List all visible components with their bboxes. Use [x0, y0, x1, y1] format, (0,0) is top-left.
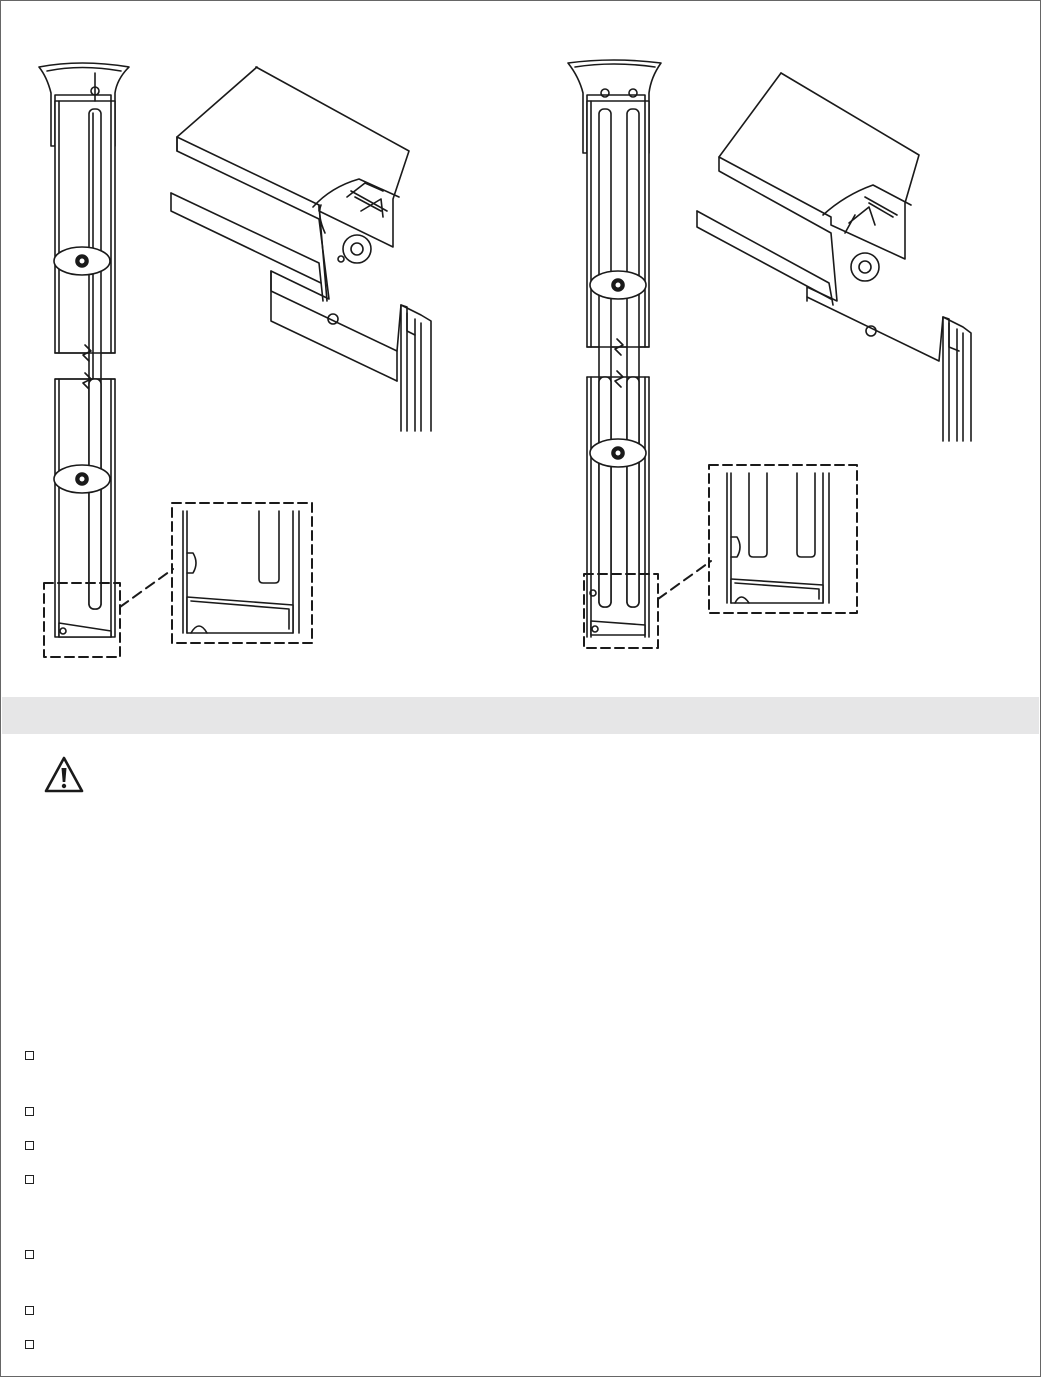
checklist-checkbox[interactable] [25, 1250, 34, 1259]
right-track-perspective [697, 73, 971, 441]
right-bottom-detail [709, 465, 857, 613]
right-profile-elevation [568, 60, 661, 648]
checklist-checkbox[interactable] [25, 1051, 34, 1060]
checklist-checkbox[interactable] [25, 1141, 34, 1150]
installation-figure [1, 1, 1041, 697]
checklist-checkbox[interactable] [25, 1340, 34, 1349]
left-track-perspective [171, 67, 431, 431]
left-profile-elevation [39, 63, 129, 657]
right-detail-leader [658, 561, 711, 599]
warning-triangle-icon [43, 755, 85, 795]
section-header-band [2, 697, 1039, 734]
checklist-checkbox[interactable] [25, 1107, 34, 1116]
checklist-checkbox[interactable] [25, 1306, 34, 1315]
left-detail-leader [120, 569, 173, 607]
checklist-checkbox[interactable] [25, 1175, 34, 1184]
left-bottom-detail [172, 503, 312, 643]
